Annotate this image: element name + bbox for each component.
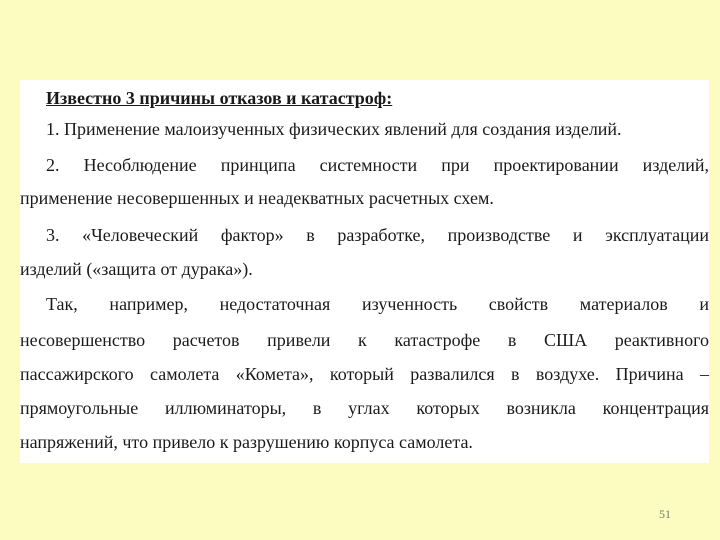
cause-item-2-line-1: 2. Несоблюдение принципа системности при проектировании изделий, [46,155,709,175]
page-number: 51 [659,507,671,521]
cause-item-2-line-2: применение несовершенных и неадекватных расчетных схем. [20,188,494,208]
example-paragraph-line-4: прямоугольные иллюминаторы, в углах которых возникла концентрация [20,398,709,418]
example-paragraph-line-1: Так, например, недостаточная изученность свойств материалов и [46,294,709,314]
slide-heading: Известно 3 причины отказов и катастроф: [46,88,393,108]
cause-item-3-line-1: 3. «Человеческий фактор» в разработке, производстве и эксплуатации [46,225,709,245]
example-paragraph-line-2: несовершенство расчетов привели к катастрофе в США реактивного [20,330,709,350]
cause-item-3-line-2: изделий («защита от дурака»). [20,259,253,279]
cause-item-1: 1. Применение малоизученных физических явлений для создания изделий. [46,119,622,139]
example-paragraph-line-5: напряжений, что привело к разрушению корпуса самолета. [20,432,473,452]
text-panel [20,80,709,463]
example-paragraph-line-3: пассажирского самолета «Комета», который развалился в воздухе. Причина – [20,364,709,384]
